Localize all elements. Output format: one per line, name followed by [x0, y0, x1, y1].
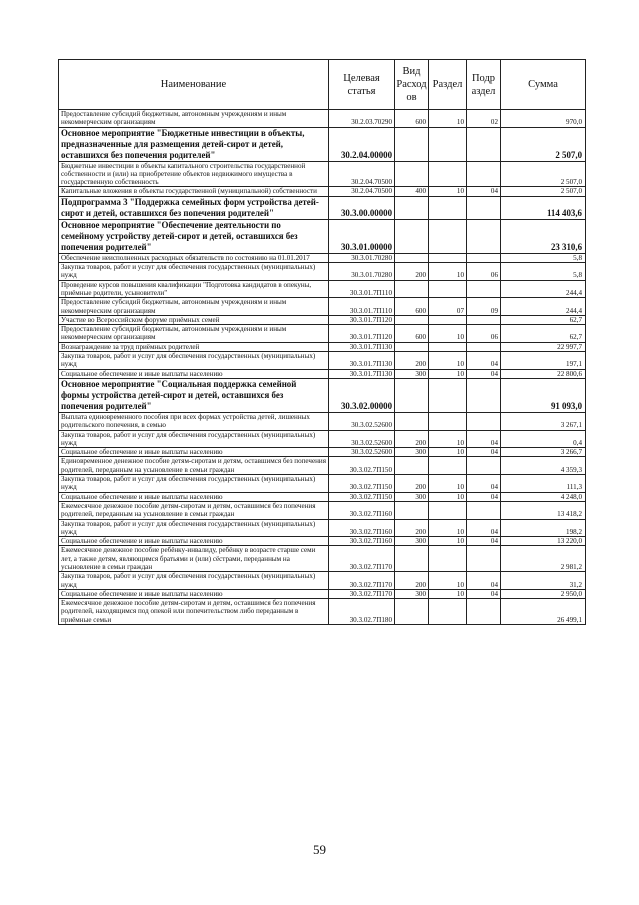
- cell-target: 30.2.04.70500: [329, 161, 395, 187]
- cell-subsection: 04: [467, 369, 501, 378]
- cell-subsection: [467, 342, 501, 351]
- cell-name: Предоставление субсидий бюджетным, автономным учреждениям и иным некоммерческим организациям: [59, 298, 329, 316]
- cell-amount: 31,2: [501, 572, 586, 590]
- cell-expense-type: 300: [395, 537, 429, 546]
- table-row: [59, 352, 586, 370]
- table-row: [59, 501, 586, 519]
- cell-amount: 197,1: [501, 352, 586, 370]
- cell-amount: 198,2: [501, 519, 586, 537]
- cell-name: Выплата единовременного пособия при всех формах устройства детей, лишенных родительского попечения, в семью: [59, 412, 329, 430]
- cell-expense-type: 200: [395, 475, 429, 493]
- cell-target: 30.3.02.52600: [329, 448, 395, 457]
- cell-amount: 62,7: [501, 315, 586, 324]
- cell-subsection: [467, 253, 501, 262]
- cell-subsection: [467, 161, 501, 187]
- cell-subsection: 04: [467, 475, 501, 493]
- cell-section: 10: [429, 352, 467, 370]
- header-subsection: Подр аздел: [467, 60, 501, 110]
- cell-section: 10: [429, 263, 467, 281]
- cell-subsection: [467, 599, 501, 625]
- cell-target: 30.2.03.70290: [329, 110, 395, 128]
- table-row: [59, 457, 586, 475]
- cell-amount: 13 418,2: [501, 501, 586, 519]
- cell-amount: 0,4: [501, 430, 586, 448]
- cell-name: Подпрограмма 3 "Поддержка семейных форм устройства детей-сирот и детей, оставшихся без попечения родителей": [59, 196, 329, 219]
- cell-expense-type: [395, 501, 429, 519]
- header-amount: Сумма: [501, 60, 586, 110]
- cell-section: 10: [429, 448, 467, 457]
- header-expense-type: Вид Расход ов: [395, 60, 429, 110]
- cell-subsection: [467, 457, 501, 475]
- cell-section: 10: [429, 187, 467, 196]
- cell-subsection: 09: [467, 298, 501, 316]
- cell-amount: 5,8: [501, 253, 586, 262]
- cell-target: 30.3.02.7П180: [329, 599, 395, 625]
- cell-section: 07: [429, 298, 467, 316]
- cell-target: 30.3.02.7П170: [329, 546, 395, 572]
- cell-amount: 22 800,6: [501, 369, 586, 378]
- cell-subsection: 04: [467, 430, 501, 448]
- cell-name: Социальное обеспечение и иные выплаты населению: [59, 537, 329, 546]
- table-row: [59, 110, 586, 128]
- table-row: [59, 253, 586, 262]
- table-row: [59, 519, 586, 537]
- cell-expense-type: [395, 253, 429, 262]
- cell-name: Ежемесячное денежное пособие ребёнку-инвалиду, ребёнку в возрасте старше семи лет, а также детям, являющимся братьями и (или) сёстрами, переданным на усыновление в семьи граждан: [59, 546, 329, 572]
- cell-subsection: [467, 412, 501, 430]
- cell-subsection: 04: [467, 187, 501, 196]
- table-row: [59, 589, 586, 598]
- table-row: [59, 263, 586, 281]
- cell-amount: 114 403,6: [501, 196, 586, 219]
- cell-name: Проведение курсов повышения квалификации "Подготовка кандидатов в опекуны, приёмные родители, усыновители": [59, 280, 329, 298]
- cell-expense-type: [395, 315, 429, 324]
- header-target: Целевая статья: [329, 60, 395, 110]
- cell-subsection: 04: [467, 352, 501, 370]
- cell-name: Закупка товаров, работ и услуг для обеспечения государственных (муниципальных) нужд: [59, 263, 329, 281]
- header-section: Раздел: [429, 60, 467, 110]
- table-row: [59, 342, 586, 351]
- table-row: [59, 537, 586, 546]
- cell-expense-type: [395, 412, 429, 430]
- cell-subsection: [467, 546, 501, 572]
- cell-name: Вознаграждение за труд приёмных родителей: [59, 342, 329, 351]
- cell-amount: 3 266,7: [501, 448, 586, 457]
- cell-section: [429, 315, 467, 324]
- cell-name: Закупка товаров, работ и услуг для обеспечения государственных (муниципальных) нужд: [59, 519, 329, 537]
- table-row: [59, 492, 586, 501]
- cell-target: 30.3.02.7П170: [329, 589, 395, 598]
- cell-amount: 244,4: [501, 280, 586, 298]
- cell-amount: 13 220,0: [501, 537, 586, 546]
- cell-subsection: 06: [467, 325, 501, 343]
- table-row: [59, 475, 586, 493]
- cell-amount: 2 507,0: [501, 187, 586, 196]
- cell-expense-type: [395, 161, 429, 187]
- table-row: [59, 599, 586, 625]
- cell-expense-type: 200: [395, 263, 429, 281]
- cell-expense-type: 200: [395, 352, 429, 370]
- cell-section: 10: [429, 430, 467, 448]
- cell-section: [429, 378, 467, 412]
- cell-subsection: [467, 196, 501, 219]
- cell-subsection: 06: [467, 263, 501, 281]
- cell-target: 30.3.02.52600: [329, 412, 395, 430]
- table-row: [59, 448, 586, 457]
- cell-section: [429, 253, 467, 262]
- cell-section: [429, 161, 467, 187]
- cell-section: 10: [429, 475, 467, 493]
- cell-subsection: 04: [467, 519, 501, 537]
- cell-name: Ежемесячное денежное пособие детям-сиротам и детям, оставшимся без попечения родителей, находящимся под опекой или попечительством либо переданным в приёмные семьи: [59, 599, 329, 625]
- cell-name: Закупка товаров, работ и услуг для обеспечения государственных (муниципальных) нужд: [59, 352, 329, 370]
- cell-name: Социальное обеспечение и иные выплаты населению: [59, 448, 329, 457]
- cell-section: 10: [429, 589, 467, 598]
- cell-amount: 2 981,2: [501, 546, 586, 572]
- cell-expense-type: 300: [395, 589, 429, 598]
- cell-section: [429, 196, 467, 219]
- table-row: [59, 161, 586, 187]
- cell-amount: 22 997,7: [501, 342, 586, 351]
- cell-section: 10: [429, 325, 467, 343]
- cell-name: Участие во Всероссийском форуме приёмных семей: [59, 315, 329, 324]
- table-row: [59, 412, 586, 430]
- cell-subsection: 04: [467, 589, 501, 598]
- cell-section: 10: [429, 369, 467, 378]
- cell-subsection: [467, 280, 501, 298]
- cell-name: Основное мероприятие "Социальная поддержка семейной формы устройства детей-сирот и детей, оставшихся без попечения родителей": [59, 378, 329, 412]
- cell-target: 30.3.02.7П150: [329, 475, 395, 493]
- cell-expense-type: 300: [395, 448, 429, 457]
- cell-target: 30.3.01.7П120: [329, 325, 395, 343]
- cell-target: 30.2.04.70500: [329, 187, 395, 196]
- cell-target: 30.3.02.7П160: [329, 537, 395, 546]
- cell-name: Социальное обеспечение и иные выплаты населению: [59, 492, 329, 501]
- cell-section: [429, 599, 467, 625]
- cell-section: [429, 412, 467, 430]
- cell-target: 30.3.01.7П130: [329, 352, 395, 370]
- cell-subsection: [467, 378, 501, 412]
- page-number: 59: [313, 842, 326, 857]
- cell-section: [429, 457, 467, 475]
- cell-target: 30.3.02.52600: [329, 430, 395, 448]
- cell-subsection: [467, 127, 501, 161]
- table-row: [59, 187, 586, 196]
- cell-target: 30.3.01.70280: [329, 253, 395, 262]
- cell-name: Предоставление субсидий бюджетным, автономным учреждениям и иным некоммерческим организациям: [59, 325, 329, 343]
- cell-expense-type: [395, 196, 429, 219]
- cell-section: 10: [429, 519, 467, 537]
- cell-target: 30.3.01.7П130: [329, 342, 395, 351]
- header-row: [59, 60, 586, 110]
- cell-amount: 91 093,0: [501, 378, 586, 412]
- cell-section: 10: [429, 492, 467, 501]
- cell-section: 10: [429, 110, 467, 128]
- cell-expense-type: [395, 378, 429, 412]
- cell-section: [429, 219, 467, 253]
- cell-expense-type: 600: [395, 325, 429, 343]
- cell-section: [429, 342, 467, 351]
- cell-subsection: [467, 219, 501, 253]
- cell-subsection: [467, 501, 501, 519]
- cell-section: [429, 127, 467, 161]
- cell-expense-type: 300: [395, 492, 429, 501]
- cell-expense-type: [395, 546, 429, 572]
- cell-amount: 244,4: [501, 298, 586, 316]
- table-row: [59, 546, 586, 572]
- cell-expense-type: 200: [395, 430, 429, 448]
- cell-name: Бюджетные инвестиции в объекты капитального строительства государственной собственности и (или) на приобретение объектов недвижимого имущества в государственную собственность: [59, 161, 329, 187]
- cell-expense-type: [395, 457, 429, 475]
- cell-name: Единовременное денежное пособие детям-сиротам и детям, оставшимся без попечения родителей, переданным на усыновление в семьи граждан: [59, 457, 329, 475]
- cell-name: Предоставление субсидий бюджетным, автономным учреждениям и иным некоммерческим организациям: [59, 110, 329, 128]
- table-row: [59, 572, 586, 590]
- cell-name: Закупка товаров, работ и услуг для обеспечения государственных (муниципальных) нужд: [59, 475, 329, 493]
- cell-name: Социальное обеспечение и иные выплаты населению: [59, 369, 329, 378]
- cell-name: Основное мероприятие "Обеспечение деятельности по семейному устройству детей-сирот и детей, оставшихся без попечения родителей": [59, 219, 329, 253]
- cell-target: 30.3.01.7П110: [329, 298, 395, 316]
- cell-amount: 4 248,0: [501, 492, 586, 501]
- cell-section: 10: [429, 572, 467, 590]
- cell-name: Ежемесячное денежное пособие детям-сиротам и детям, оставшимся без попечения родителей, переданным на усыновление в семьи граждан: [59, 501, 329, 519]
- cell-section: 10: [429, 537, 467, 546]
- cell-expense-type: 400: [395, 187, 429, 196]
- budget-table: [58, 59, 586, 625]
- cell-target: 30.3.02.7П160: [329, 519, 395, 537]
- cell-target: 30.3.02.7П160: [329, 501, 395, 519]
- cell-name: Социальное обеспечение и иные выплаты населению: [59, 589, 329, 598]
- cell-target: 30.3.01.7П110: [329, 280, 395, 298]
- cell-section: [429, 546, 467, 572]
- cell-target: 30.3.02.7П170: [329, 572, 395, 590]
- cell-subsection: 04: [467, 537, 501, 546]
- header-name: Наименование: [59, 60, 329, 110]
- cell-expense-type: 300: [395, 369, 429, 378]
- cell-section: [429, 280, 467, 298]
- cell-amount: 23 310,6: [501, 219, 586, 253]
- cell-name: Основное мероприятие "Бюджетные инвестиции в объекты, предназначенные для размещения детей-сирот и детей, оставшихся без попечения родителей": [59, 127, 329, 161]
- cell-amount: 2 507,0: [501, 161, 586, 187]
- cell-expense-type: [395, 127, 429, 161]
- cell-name: Обеспечение неисполненных расходных обязательств по состоянию на 01.01.2017: [59, 253, 329, 262]
- cell-expense-type: 200: [395, 572, 429, 590]
- cell-expense-type: [395, 280, 429, 298]
- cell-subsection: 04: [467, 448, 501, 457]
- cell-subsection: 04: [467, 572, 501, 590]
- cell-expense-type: 200: [395, 519, 429, 537]
- cell-amount: 111,3: [501, 475, 586, 493]
- cell-expense-type: 600: [395, 298, 429, 316]
- cell-target: 30.3.00.00000: [329, 196, 395, 219]
- cell-target: 30.3.01.00000: [329, 219, 395, 253]
- cell-target: 30.3.02.7П150: [329, 492, 395, 501]
- cell-target: 30.2.04.00000: [329, 127, 395, 161]
- table-row: [59, 430, 586, 448]
- cell-subsection: 04: [467, 492, 501, 501]
- cell-amount: 26 499,1: [501, 599, 586, 625]
- cell-target: 30.3.01.7П130: [329, 369, 395, 378]
- cell-section: [429, 501, 467, 519]
- table-row: [59, 127, 586, 161]
- cell-subsection: [467, 315, 501, 324]
- cell-name: Закупка товаров, работ и услуг для обеспечения государственных (муниципальных) нужд: [59, 572, 329, 590]
- table-row: [59, 298, 586, 316]
- cell-amount: 2 507,0: [501, 127, 586, 161]
- table-row: [59, 219, 586, 253]
- cell-amount: 5,8: [501, 263, 586, 281]
- cell-expense-type: [395, 219, 429, 253]
- table-row: [59, 378, 586, 412]
- table-row: [59, 369, 586, 378]
- cell-name: Капитальные вложения в объекты государственной (муниципальной) собственности: [59, 187, 329, 196]
- cell-expense-type: [395, 342, 429, 351]
- cell-expense-type: [395, 599, 429, 625]
- cell-target: 30.3.01.7П120: [329, 315, 395, 324]
- cell-target: 30.3.02.00000: [329, 378, 395, 412]
- cell-target: 30.3.02.7П150: [329, 457, 395, 475]
- table-row: [59, 315, 586, 324]
- cell-amount: 970,0: [501, 110, 586, 128]
- table-row: [59, 325, 586, 343]
- cell-amount: 2 950,0: [501, 589, 586, 598]
- table-row: [59, 280, 586, 298]
- table-row: [59, 196, 586, 219]
- cell-name: Закупка товаров, работ и услуг для обеспечения государственных (муниципальных) нужд: [59, 430, 329, 448]
- cell-amount: 4 359,3: [501, 457, 586, 475]
- cell-amount: 3 267,1: [501, 412, 586, 430]
- cell-target: 30.3.01.70280: [329, 263, 395, 281]
- cell-amount: 62,7: [501, 325, 586, 343]
- cell-expense-type: 600: [395, 110, 429, 128]
- cell-subsection: 02: [467, 110, 501, 128]
